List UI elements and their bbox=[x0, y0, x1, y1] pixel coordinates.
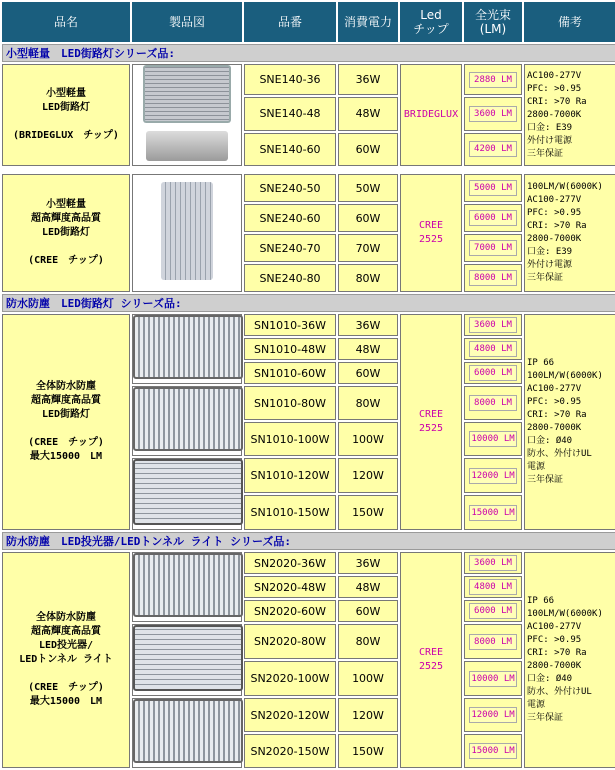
flood-light-photo bbox=[133, 625, 243, 691]
product-image bbox=[132, 698, 242, 768]
lumen-cell: 8000 LM bbox=[464, 624, 522, 659]
street-light-photo bbox=[133, 387, 243, 451]
model-cell: SN1010-48W bbox=[244, 338, 336, 360]
note-cell: AC100-277V PFC: >0.95 CRI: >70 Ra 2800-7000K 口金: E39 外付け電源 三年保証 bbox=[524, 64, 615, 166]
lumen-cell: 10000 LM bbox=[464, 422, 522, 456]
chip-cell: CREE 2525 bbox=[400, 314, 462, 530]
product-image bbox=[132, 458, 242, 530]
note-cell: IP 66 100LM/W(6000K) AC100-277V PFC: >0.95 CRI: >70 Ra 2800-7000K 口金: Ø40 防水、外付けUL 電源 三年保証 bbox=[524, 314, 615, 530]
lumen-cell: 4200 LM bbox=[464, 133, 522, 166]
driver-photo bbox=[146, 131, 228, 161]
lumen-cell: 4800 LM bbox=[464, 338, 522, 360]
model-cell: SN1010-120W bbox=[244, 458, 336, 493]
model-cell: SNE240-80 bbox=[244, 264, 336, 292]
lumen-cell: 8000 LM bbox=[464, 386, 522, 420]
watt-cell: 100W bbox=[338, 422, 398, 456]
model-cell: SN2020-120W bbox=[244, 698, 336, 732]
watt-cell: 48W bbox=[338, 576, 398, 598]
chip-cell: BRIDEGLUX bbox=[400, 64, 462, 166]
header-lumen: 全光束 (LM) bbox=[464, 2, 522, 42]
note-cell: 100LM/W(6000K) AC100-277V PFC: >0.95 CRI: >70 Ra 2800-7000K 口金: E39 外付け電源 三年保証 bbox=[524, 174, 615, 292]
watt-cell: 48W bbox=[338, 338, 398, 360]
model-cell: SN1010-150W bbox=[244, 495, 336, 530]
header-name: 品名 bbox=[2, 2, 130, 42]
product-image bbox=[132, 386, 242, 456]
model-cell: SN1010-60W bbox=[244, 362, 336, 384]
watt-cell: 100W bbox=[338, 661, 398, 696]
header-model: 品番 bbox=[244, 2, 336, 42]
model-cell: SN1010-100W bbox=[244, 422, 336, 456]
model-cell: SN2020-36W bbox=[244, 552, 336, 574]
flood-light-photo bbox=[133, 553, 243, 617]
watt-cell: 150W bbox=[338, 734, 398, 768]
model-cell: SN1010-36W bbox=[244, 314, 336, 336]
product-image bbox=[132, 624, 242, 696]
lumen-cell: 12000 LM bbox=[464, 458, 522, 493]
section-title: 小型軽量 LED街路灯シリーズ品: bbox=[2, 44, 615, 62]
lumen-cell: 3600 LM bbox=[464, 314, 522, 336]
product-image bbox=[132, 552, 242, 622]
corn-lamp-photo bbox=[143, 65, 231, 123]
watt-cell: 80W bbox=[338, 624, 398, 659]
watt-cell: 50W bbox=[338, 174, 398, 202]
lumen-cell: 6000 LM bbox=[464, 204, 522, 232]
corn-lamp-photo bbox=[161, 182, 213, 280]
street-light-photo bbox=[133, 315, 243, 379]
watt-cell: 70W bbox=[338, 234, 398, 262]
watt-cell: 36W bbox=[338, 552, 398, 574]
lumen-cell: 15000 LM bbox=[464, 734, 522, 768]
watt-cell: 48W bbox=[338, 97, 398, 130]
chip-cell: CREE 2525 bbox=[400, 552, 462, 768]
lumen-cell: 4800 LM bbox=[464, 576, 522, 598]
model-cell: SN2020-60W bbox=[244, 600, 336, 622]
product-name: 全体防水防塵 超高輝度高品質 LED投光器/ LEDトンネル ライト (CREE チップ) 最大15000 LM bbox=[2, 552, 130, 768]
note-cell: IP 66 100LM/W(6000K) AC100-277V PFC: >0.95 CRI: >70 Ra 2800-7000K 口金: Ø40 防水、外付けUL 電源 三年保証 bbox=[524, 552, 615, 768]
model-cell: SNE140-60 bbox=[244, 133, 336, 166]
lumen-cell: 3600 LM bbox=[464, 97, 522, 130]
lumen-cell: 2880 LM bbox=[464, 64, 522, 95]
product-image bbox=[132, 174, 242, 292]
lumen-cell: 10000 LM bbox=[464, 661, 522, 696]
watt-cell: 60W bbox=[338, 362, 398, 384]
street-light-photo bbox=[133, 459, 243, 525]
model-cell: SN2020-80W bbox=[244, 624, 336, 659]
product-image bbox=[132, 314, 242, 384]
model-cell: SNE240-70 bbox=[244, 234, 336, 262]
header-image: 製品図 bbox=[132, 2, 242, 42]
model-cell: SNE240-50 bbox=[244, 174, 336, 202]
watt-cell: 150W bbox=[338, 495, 398, 530]
watt-cell: 60W bbox=[338, 204, 398, 232]
model-cell: SN2020-150W bbox=[244, 734, 336, 768]
lumen-cell: 12000 LM bbox=[464, 698, 522, 732]
watt-cell: 36W bbox=[338, 64, 398, 95]
model-cell: SN2020-100W bbox=[244, 661, 336, 696]
watt-cell: 60W bbox=[338, 600, 398, 622]
model-cell: SNE140-48 bbox=[244, 97, 336, 130]
lumen-cell: 7000 LM bbox=[464, 234, 522, 262]
header-led: Led チップ bbox=[400, 2, 462, 42]
lumen-cell: 8000 LM bbox=[464, 264, 522, 292]
lumen-cell: 6000 LM bbox=[464, 362, 522, 384]
watt-cell: 80W bbox=[338, 386, 398, 420]
model-cell: SN1010-80W bbox=[244, 386, 336, 420]
product-image bbox=[132, 64, 242, 166]
section-title: 防水防塵 LED投光器/LEDトンネル ライト シリーズ品: bbox=[2, 532, 615, 550]
header-power: 消費電力 bbox=[338, 2, 398, 42]
watt-cell: 80W bbox=[338, 264, 398, 292]
lumen-cell: 15000 LM bbox=[464, 495, 522, 530]
section-title: 防水防塵 LED街路灯 シリーズ品: bbox=[2, 294, 615, 312]
watt-cell: 120W bbox=[338, 458, 398, 493]
watt-cell: 60W bbox=[338, 133, 398, 166]
watt-cell: 120W bbox=[338, 698, 398, 732]
product-name: 全体防水防塵 超高輝度高品質 LED街路灯 (CREE チップ) 最大15000 LM bbox=[2, 314, 130, 530]
lumen-cell: 6000 LM bbox=[464, 600, 522, 622]
chip-cell: CREE 2525 bbox=[400, 174, 462, 292]
watt-cell: 36W bbox=[338, 314, 398, 336]
product-name: 小型軽量 LED街路灯 (BRIDEGLUX チップ) bbox=[2, 64, 130, 166]
tunnel-light-photo bbox=[133, 699, 243, 763]
product-name: 小型軽量 超高輝度高品質 LED街路灯 (CREE チップ) bbox=[2, 174, 130, 292]
lumen-cell: 5000 LM bbox=[464, 174, 522, 202]
model-cell: SN2020-48W bbox=[244, 576, 336, 598]
header-note: 備考 bbox=[524, 2, 615, 42]
model-cell: SNE140-36 bbox=[244, 64, 336, 95]
lumen-cell: 3600 LM bbox=[464, 552, 522, 574]
model-cell: SNE240-60 bbox=[244, 204, 336, 232]
